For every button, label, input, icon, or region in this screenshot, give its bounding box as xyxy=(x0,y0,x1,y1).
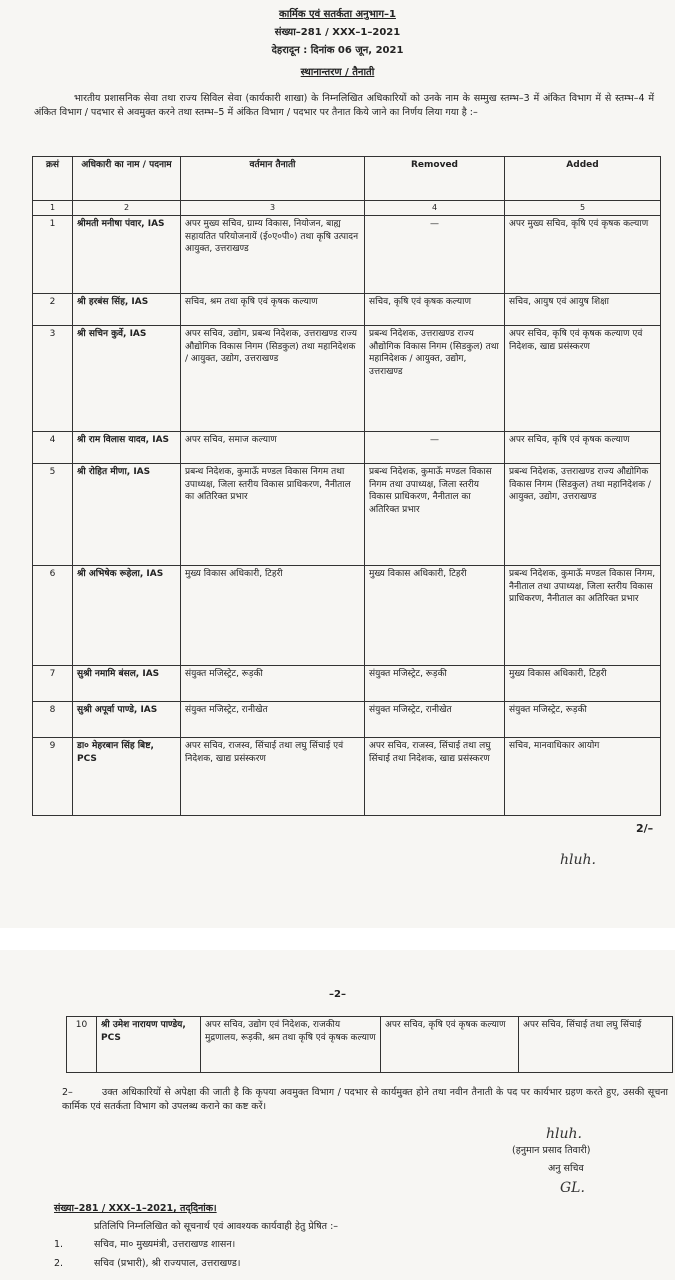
officer-name: श्री रोहित मीणा, IAS xyxy=(73,464,181,566)
table-row xyxy=(67,1017,673,1073)
officer-name: सुश्री अपूर्वा पाण्डे, IAS xyxy=(73,702,181,738)
row-number: 2 xyxy=(33,294,73,326)
added-posting: सचिव, आयुष एवं आयुष शिक्षा xyxy=(505,294,661,326)
copy-item-text: सचिव (प्रभारी), श्री राज्यपाल, उत्तराखण्ड। xyxy=(94,1258,241,1269)
removed-posting: — xyxy=(365,432,505,464)
intro-paragraph: भारतीय प्रशासनिक सेवा तथा राज्य सिविल सेवा (कार्यकारी शाखा) के निम्नलिखित अधिकारियों को उनके नाम के सम्मुख स्तम्भ–3 में अंकित विभाग में से स्तम्भ–4 में अंकित विभाग / पदभार से अवमुक्त करने तथा स्तम्भ–5 में अंकित विभाग / पदभार पर तैनात किये जाने का निर्णय लिया गया है :– xyxy=(34,93,654,118)
current-posting: अपर मुख्य सचिव, ग्राम्य विकास, नियोजन, बाह्य सहायतित परियोजनायें (ई०ए०पी०) तथा कृषि उत्पादन आयुक्त, उत्तराखण्ड xyxy=(181,216,365,294)
column-header: क्रसं xyxy=(33,157,73,201)
row-number: 8 xyxy=(33,702,73,738)
subject: स्थानान्तरण / तैनाती xyxy=(300,67,375,78)
table-row xyxy=(33,738,661,816)
copy-item-text: सचिव, मा० मुख्यमंत्री, उत्तराखण्ड शासन। xyxy=(94,1239,236,1250)
current-posting: संयुक्त मजिस्ट्रेट, रानीखेत xyxy=(181,702,365,738)
column-header: वर्तमान तैनाती xyxy=(181,157,365,201)
column-index: 5 xyxy=(505,201,661,216)
page-continue-marker: 2/– xyxy=(636,822,654,835)
added-posting: संयुक्त मजिस्ट्रेट, रूड़की xyxy=(505,702,661,738)
column-index-row xyxy=(33,201,661,216)
signature-page2: hluh. xyxy=(546,1126,582,1142)
column-header: अधिकारी का नाम / पदनाम xyxy=(73,157,181,201)
copy-reference: संख्या–281 / XXX–1–2021, तद्‌दिनांक। xyxy=(54,1203,217,1214)
removed-posting: अपर सचिव, कृषि एवं कृषक कल्याण xyxy=(381,1017,519,1073)
table-row xyxy=(33,432,661,464)
officer-name: डा० मेहरबान सिंह बिष्ट, PCS xyxy=(73,738,181,816)
copy-item-number: 1. xyxy=(54,1239,64,1250)
removed-posting: संयुक्त मजिस्ट्रेट, रूड़की xyxy=(365,666,505,702)
officer-name: श्री अभिषेक रूहेला, IAS xyxy=(73,566,181,666)
column-index: 2 xyxy=(73,201,181,216)
row-number: 3 xyxy=(33,326,73,432)
table-row xyxy=(33,666,661,702)
officer-name: श्री हरबंस सिंह, IAS xyxy=(73,294,181,326)
paragraph-number: 2– xyxy=(62,1087,73,1098)
current-posting: अपर सचिव, समाज कल्याण xyxy=(181,432,365,464)
removed-posting: — xyxy=(365,216,505,294)
table-row xyxy=(33,326,661,432)
officer-name: सुश्री नमामि बंसल, IAS xyxy=(73,666,181,702)
current-posting: अपर सचिव, उद्योग एवं निदेशक, राजकीय मुद्रणालय, रूड़की, श्रम तथा कृषि एवं कृषक कल्याण xyxy=(201,1017,381,1073)
copy-item-number: 2. xyxy=(54,1258,64,1269)
column-header: Added xyxy=(505,157,661,201)
column-index: 1 xyxy=(33,201,73,216)
officer-name: श्री उमेश नारायण पाण्डेय, PCS xyxy=(97,1017,201,1073)
row-number: 9 xyxy=(33,738,73,816)
row-number: 7 xyxy=(33,666,73,702)
row-number: 10 xyxy=(67,1017,97,1073)
table-header-row xyxy=(33,157,661,201)
current-posting: संयुक्त मजिस्ट्रेट, रूड़की xyxy=(181,666,365,702)
removed-posting: प्रबन्ध निदेशक, उत्तराखण्ड राज्य औद्योगिक विकास निगम (सिडकुल) तथा महानिदेशक / आयुक्त, उद्योग, उत्तराखण्ड xyxy=(365,326,505,432)
row-number: 5 xyxy=(33,464,73,566)
added-posting: मुख्य विकास अधिकारी, टिहरी xyxy=(505,666,661,702)
row-number: 6 xyxy=(33,566,73,666)
initials: GL. xyxy=(560,1180,585,1196)
officer-name: श्रीमती मनीषा पंवार, IAS xyxy=(73,216,181,294)
table-row xyxy=(33,566,661,666)
department-heading: कार्मिक एवं सतर्कता अनुभाग–1 xyxy=(279,9,396,20)
page-number: –2– xyxy=(329,989,346,1000)
current-posting: अपर सचिव, राजस्व, सिंचाई तथा लघु सिंचाई एवं निदेशक, खाद्य प्रसंस्करण xyxy=(181,738,365,816)
removed-posting: संयुक्त मजिस्ट्रेट, रानीखेत xyxy=(365,702,505,738)
signature-page1: hluh. xyxy=(560,852,596,868)
added-posting: अपर सचिव, कृषि एवं कृषक कल्याण xyxy=(505,432,661,464)
page-gap xyxy=(0,928,675,950)
officer-name: श्री सचिन कुर्वे, IAS xyxy=(73,326,181,432)
transfer-table-continued xyxy=(66,1016,673,1073)
place-date: देहरादून : दिनांक 06 जून, 2021 xyxy=(271,45,404,56)
current-posting: मुख्य विकास अधिकारी, टिहरी xyxy=(181,566,365,666)
signatory-name: (हनुमान प्रसाद तिवारी) xyxy=(512,1145,591,1156)
reference-number: संख्या–281 / XXX–1–2021 xyxy=(274,27,401,38)
column-index: 3 xyxy=(181,201,365,216)
copy-intro: प्रतिलिपि निम्नलिखित को सूचनार्थ एवं आवश्यक कार्यवाही हेतु प्रेषित :– xyxy=(94,1221,339,1232)
column-header: Removed xyxy=(365,157,505,201)
officer-name: श्री राम विलास यादव, IAS xyxy=(73,432,181,464)
signatory-designation: अनु सचिव xyxy=(548,1163,584,1174)
added-posting: प्रबन्ध निदेशक, कुमाऊँ मण्डल विकास निगम, नैनीताल तथा उपाध्यक्ष, जिला स्तरीय विकास प्राधिकरण, नैनीताल का अतिरिक्त प्रभार xyxy=(505,566,661,666)
removed-posting: प्रबन्ध निदेशक, कुमाऊँ मण्डल विकास निगम तथा उपाध्यक्ष, जिला स्तरीय विकास प्राधिकरण, नैनीताल का अतिरिक्त प्रभार xyxy=(365,464,505,566)
document-page-2 xyxy=(0,950,675,1280)
transfer-table xyxy=(32,156,661,816)
current-posting: प्रबन्ध निदेशक, कुमाऊँ मण्डल विकास निगम तथा उपाध्यक्ष, जिला स्तरीय विकास प्राधिकरण, नैनीताल का अतिरिक्त प्रभार xyxy=(181,464,365,566)
table-row xyxy=(33,702,661,738)
current-posting: अपर सचिव, उद्योग, प्रबन्ध निदेशक, उत्तराखण्ड राज्य औद्योगिक विकास निगम (सिडकुल) तथा महानिदेशक / आयुक्त, उद्योग, उत्तराखण्ड xyxy=(181,326,365,432)
removed-posting: मुख्य विकास अधिकारी, टिहरी xyxy=(365,566,505,666)
added-posting: अपर मुख्य सचिव, कृषि एवं कृषक कल्याण xyxy=(505,216,661,294)
table-row xyxy=(33,216,661,294)
paragraph-2: उक्त अधिकारियों से अपेक्षा की जाती है कि कृपया अवमुक्त विभाग / पदभार से कार्यमुक्त होने तथा नवीन तैनाती के पद पर कार्यभार ग्रहण करते हुए, उसकी सूचना कार्मिक एवं सतर्कता विभाग को उपलब्ध कराने का कष्ट करें। xyxy=(62,1087,668,1112)
removed-posting: सचिव, कृषि एवं कृषक कल्याण xyxy=(365,294,505,326)
added-posting: सचिव, मानवाधिकार आयोग xyxy=(505,738,661,816)
removed-posting: अपर सचिव, राजस्व, सिंचाई तथा लघु सिंचाई तथा निदेशक, खाद्य प्रसंस्करण xyxy=(365,738,505,816)
added-posting: प्रबन्ध निदेशक, उत्तराखण्ड राज्य औद्योगिक विकास निगम (सिडकुल) तथा महानिदेशक / आयुक्त, उद्योग, उत्तराखण्ड xyxy=(505,464,661,566)
row-number: 1 xyxy=(33,216,73,294)
column-index: 4 xyxy=(365,201,505,216)
added-posting: अपर सचिव, सिंचाई तथा लघु सिंचाई xyxy=(519,1017,673,1073)
current-posting: सचिव, श्रम तथा कृषि एवं कृषक कल्याण xyxy=(181,294,365,326)
table-row xyxy=(33,464,661,566)
table-row xyxy=(33,294,661,326)
added-posting: अपर सचिव, कृषि एवं कृषक कल्याण एवं निदेशक, खाद्य प्रसंस्करण xyxy=(505,326,661,432)
row-number: 4 xyxy=(33,432,73,464)
